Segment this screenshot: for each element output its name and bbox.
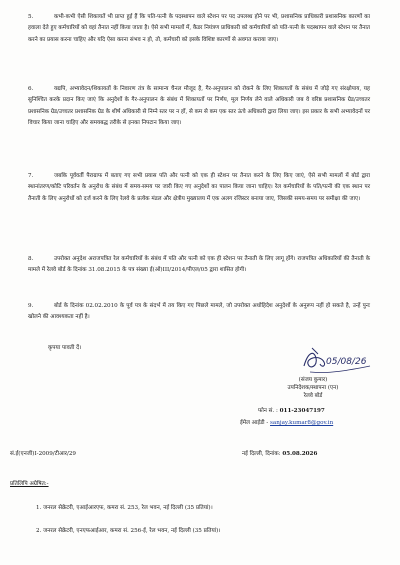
handwritten-signature (300, 344, 380, 378)
paragraph-9 (28, 301, 370, 324)
signature-block (258, 376, 368, 400)
issue-date: 05.08.2026 (282, 451, 318, 457)
file-number: सं.ई(एनजी)I-2009/टीआर/29 (10, 451, 76, 457)
email-line (240, 419, 333, 427)
paragraph-6 (28, 84, 370, 130)
paragraph-number: 7. (28, 173, 34, 179)
issue-date-label: नई दिल्ली, दिनांक: (242, 451, 281, 457)
closing-line: कृपया पावती दें। (48, 345, 82, 351)
copy-to-heading: प्रतिलिपि अग्रेषित:- (10, 481, 49, 487)
signatory-name: (संजय कुमार) (298, 377, 328, 383)
signature-date: 05/08/26 (326, 357, 367, 367)
paragraph-8 (28, 254, 370, 277)
paragraph-text: कभी-कभी ऐसी शिकायतें भी प्राप्त हुई हैं कि पति-पत्नी के पदस्थापन वाले स्टेशन पर पद उपलब्ध होने पर भी, प्रशासनिक प्राधिकारी प्रशासनिक कारणों का हवाला देते हुए कर्मचारियों को वहां तैनात नहीं किया जाता है। ऐसे सभी मामलों में, कैडर नियंत्रण प्राधिकारी को कर्मचारियों को पति-पत्नी के पदस्थापन वाले स्टेशन पर तैनात करने का प्रयास करना चाहिए और यदि ऐसा करना संभव न हो, तो, कर्मचारी को इसके विशिष्ट कारणों से अवगत कराया जाए। (28, 14, 370, 43)
phone-number: 011-23047197 (279, 408, 325, 414)
paragraph-text: उपरोक्त अनुदेश अराजपत्रित रेल कर्मचारियों के संबंध में पति और पत्नी को एक ही स्टेशन पर तैनाती के लिए लागू होंगे। राजपत्रित अधिकारियों की तैनाती के मामले में रेलवे बोर्ड के दिनांक 31.08.2015 के पत्र संख्या ई(ओ)III/2014/पीएल/05 द्वारा शासित होगी। (28, 256, 370, 274)
paragraph-text: बोर्ड के दिनांक 02.02.2010 के पूर्व पत्र के संदर्भ में तय किए गए पिछले मामले, जो उपरोक्त अधोहिदेश अनुदेशों के अनुरूप नहीं हो सकते है, उन्हें पुनः खोलने की आवश्यकता नहीं है। (28, 303, 370, 321)
paragraph-5 (28, 12, 370, 46)
paragraph-text: जबकि पूर्ववर्ती पैराग्राफ में बताए गए सभी प्रयास पति और पत्नी को एक ही स्टेशन पर तैनात करने के लिए किए जाएं, ऐसे सभी मामलों में बोर्ड द्वारा स्थानांतरण/कोटि परिवर्तन के अनुरोध के संबंध में समय-समय पर जारी किए गए अनुदेशों का पालन किया जाना चाहिए। रेल कर्मचारियों के पति/पत्नी की एक स्थान पर तैनाती के लिए अनुरोधों को दर्ज करने के लिए रेलवे के प्रत्येक मंडल और क्षेत्रीय मुख्यालय में एक अलग रजिस्टर बनाया जाए, जिसकी समय-समय पर समीक्षा की जाए। (28, 173, 370, 202)
copy-to-item: 1. जनरल सेक्रेटरी, एआईआरएफ, कमरा सं. 253, रेल भवन, नई दिल्ली (35 प्रतियां)। (36, 504, 213, 511)
email-link[interactable]: sanjay.kumar8@gov.in (270, 420, 334, 426)
paragraph-number: 8. (28, 256, 34, 262)
phone-label: फोन सं. : (258, 408, 278, 414)
signatory-office: रेलवे बोर्ड (303, 393, 323, 399)
paragraph-number: 5. (28, 14, 34, 20)
issue-date-line (242, 450, 317, 458)
paragraph-number: 9. (28, 303, 34, 309)
email-label: ईमेल आईडी - (240, 420, 269, 426)
signatory-designation: उपनिदेशक/स्थापना (एन) (287, 385, 339, 391)
paragraph-number: 6. (28, 86, 34, 92)
paragraph-text: यद्यपि, अभ्यावेदन/शिकायतों के निवारण तंत्र के सामान्य चैनल मौजूद है, गैर-अनुपालन को रोकने के लिए शिकायतों के संबंध में जोड़े गए संरक्षोपाय, यह सुनिश्चित करके प्रदान किए जाएं कि अनुदेशों के गैर-अनुपालन के संबंध में शिकायतों पर निर्णय, मूल निर्णय लेने वाले अधिकारी जब वे वरिष्ठ प्रशासनिक ग्रेड/उच्चतर प्रशासनिक ग्रेड/उच्चतर प्रशासनिक ग्रेड के शीर्ष अधिकारी से निम्ने स्तर पर न हों, से कम से कम एक स्तर ऊंचे अधिकारी द्वारा लिया जाए। इस प्रकार के सभी अभ्यावेदनों पर विचार किया जाना चाहिए और समयबद्ध तरीके से इनका निपटान किया जाए। (28, 86, 370, 127)
paragraph-7 (28, 171, 370, 205)
copy-to-item: 2. जनरल सेक्रेटरी, एनएफआईआर, कमरा सं. 256-ई, रेल भवन, नई दिल्ली (35 प्रतियां)। (36, 527, 221, 534)
phone-line (258, 407, 325, 415)
